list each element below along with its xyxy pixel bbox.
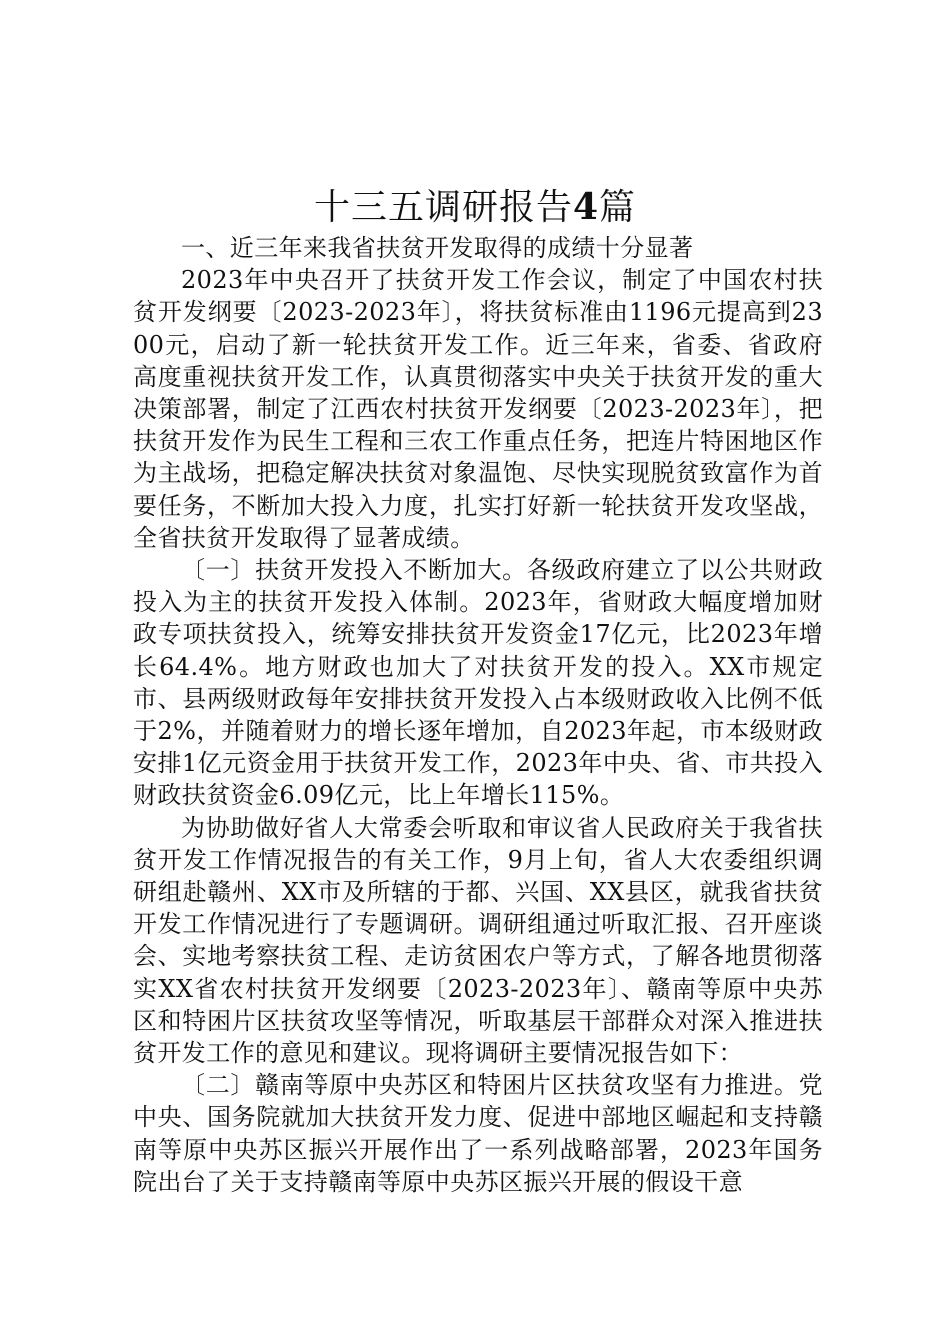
title-number: 4 <box>572 186 600 228</box>
document-title <box>0 183 950 232</box>
title-suffix: 篇 <box>599 187 637 228</box>
section-heading: 一、近三年来我省扶贫开发取得的成绩十分显著 <box>181 234 694 262</box>
paragraph-soviet-areas: 〔二〕赣南等原中央苏区和特困片区扶贫攻坚有力推进。党中央、国务院就加大扶贫开发力度、促进中部地区崛起和支持赣南等原中央苏区振兴开展作出了一系列战略部署，2023年国务院出台了关于支持赣南等原中央苏区振兴开展的假设干意 <box>133 1071 823 1196</box>
paragraph-research: 为协助做好省人大常委会听取和审议省人民政府关于我省扶贫开发工作情况报告的有关工作，9月上旬，省人大农委组织调研组赴赣州、XX市及所辖的于都、兴国、XX县区，就我省扶贫开发工作情况进行了专题调研。调研组通过听取汇报、召开座谈会、实地考察扶贫工程、走访贫困农户等方式，了解各地贯彻落实XX省农村扶贫开发纲要〔2023-2023年〕、赣南等原中央苏区和特困片区扶贫攻坚等情况，听取基层干部群众对深入推进扶贫开发工作的意见和建议。现将调研主要情况报告如下： <box>133 813 823 1068</box>
paragraph-investment: 〔一〕扶贫开发投入不断加大。各级政府建立了以公共财政投入为主的扶贫开发投入体制。2023年，省财政大幅度增加财政专项扶贫投入，统筹安排扶贫开发资金17亿元，比2023年增长64.4%。地方财政也加大了对扶贫开发的投入。XX市规定市、县两级财政每年安排扶贫开发投入占本级财政收入比例不低于2%，并随着财力的增长逐年增加，自2023年起，市本级财政安排1亿元资金用于扶贫开发工作，2023年中央、省、市共投入财政扶贫资金6.09亿元，比上年增长115%。 <box>133 556 823 810</box>
title-text: 十三五调研报告 <box>313 187 573 228</box>
document-body <box>133 232 823 1198</box>
paragraph-intro: 2023年中央召开了扶贫开发工作会议，制定了中国农村扶贫开发纲要〔2023-2023年〕，将扶贫标准由1196元提高到2300元，启动了新一轮扶贫开发工作。近三年来，省委、省政府高度重视扶贫开发工作，认真贯彻落实中央关于扶贫开发的重大决策部署，制定了江西农村扶贫开发纲要〔2023-2023年〕，把扶贫开发作为民生工程和三农工作重点任务，把连片特困地区作为主战场，把稳定解决扶贫对象温饱、尽快实现脱贫致富作为首要任务，不断加大投入力度，扎实打好新一轮扶贫开发攻坚战，全省扶贫开发取得了显著成绩。 <box>133 266 823 552</box>
